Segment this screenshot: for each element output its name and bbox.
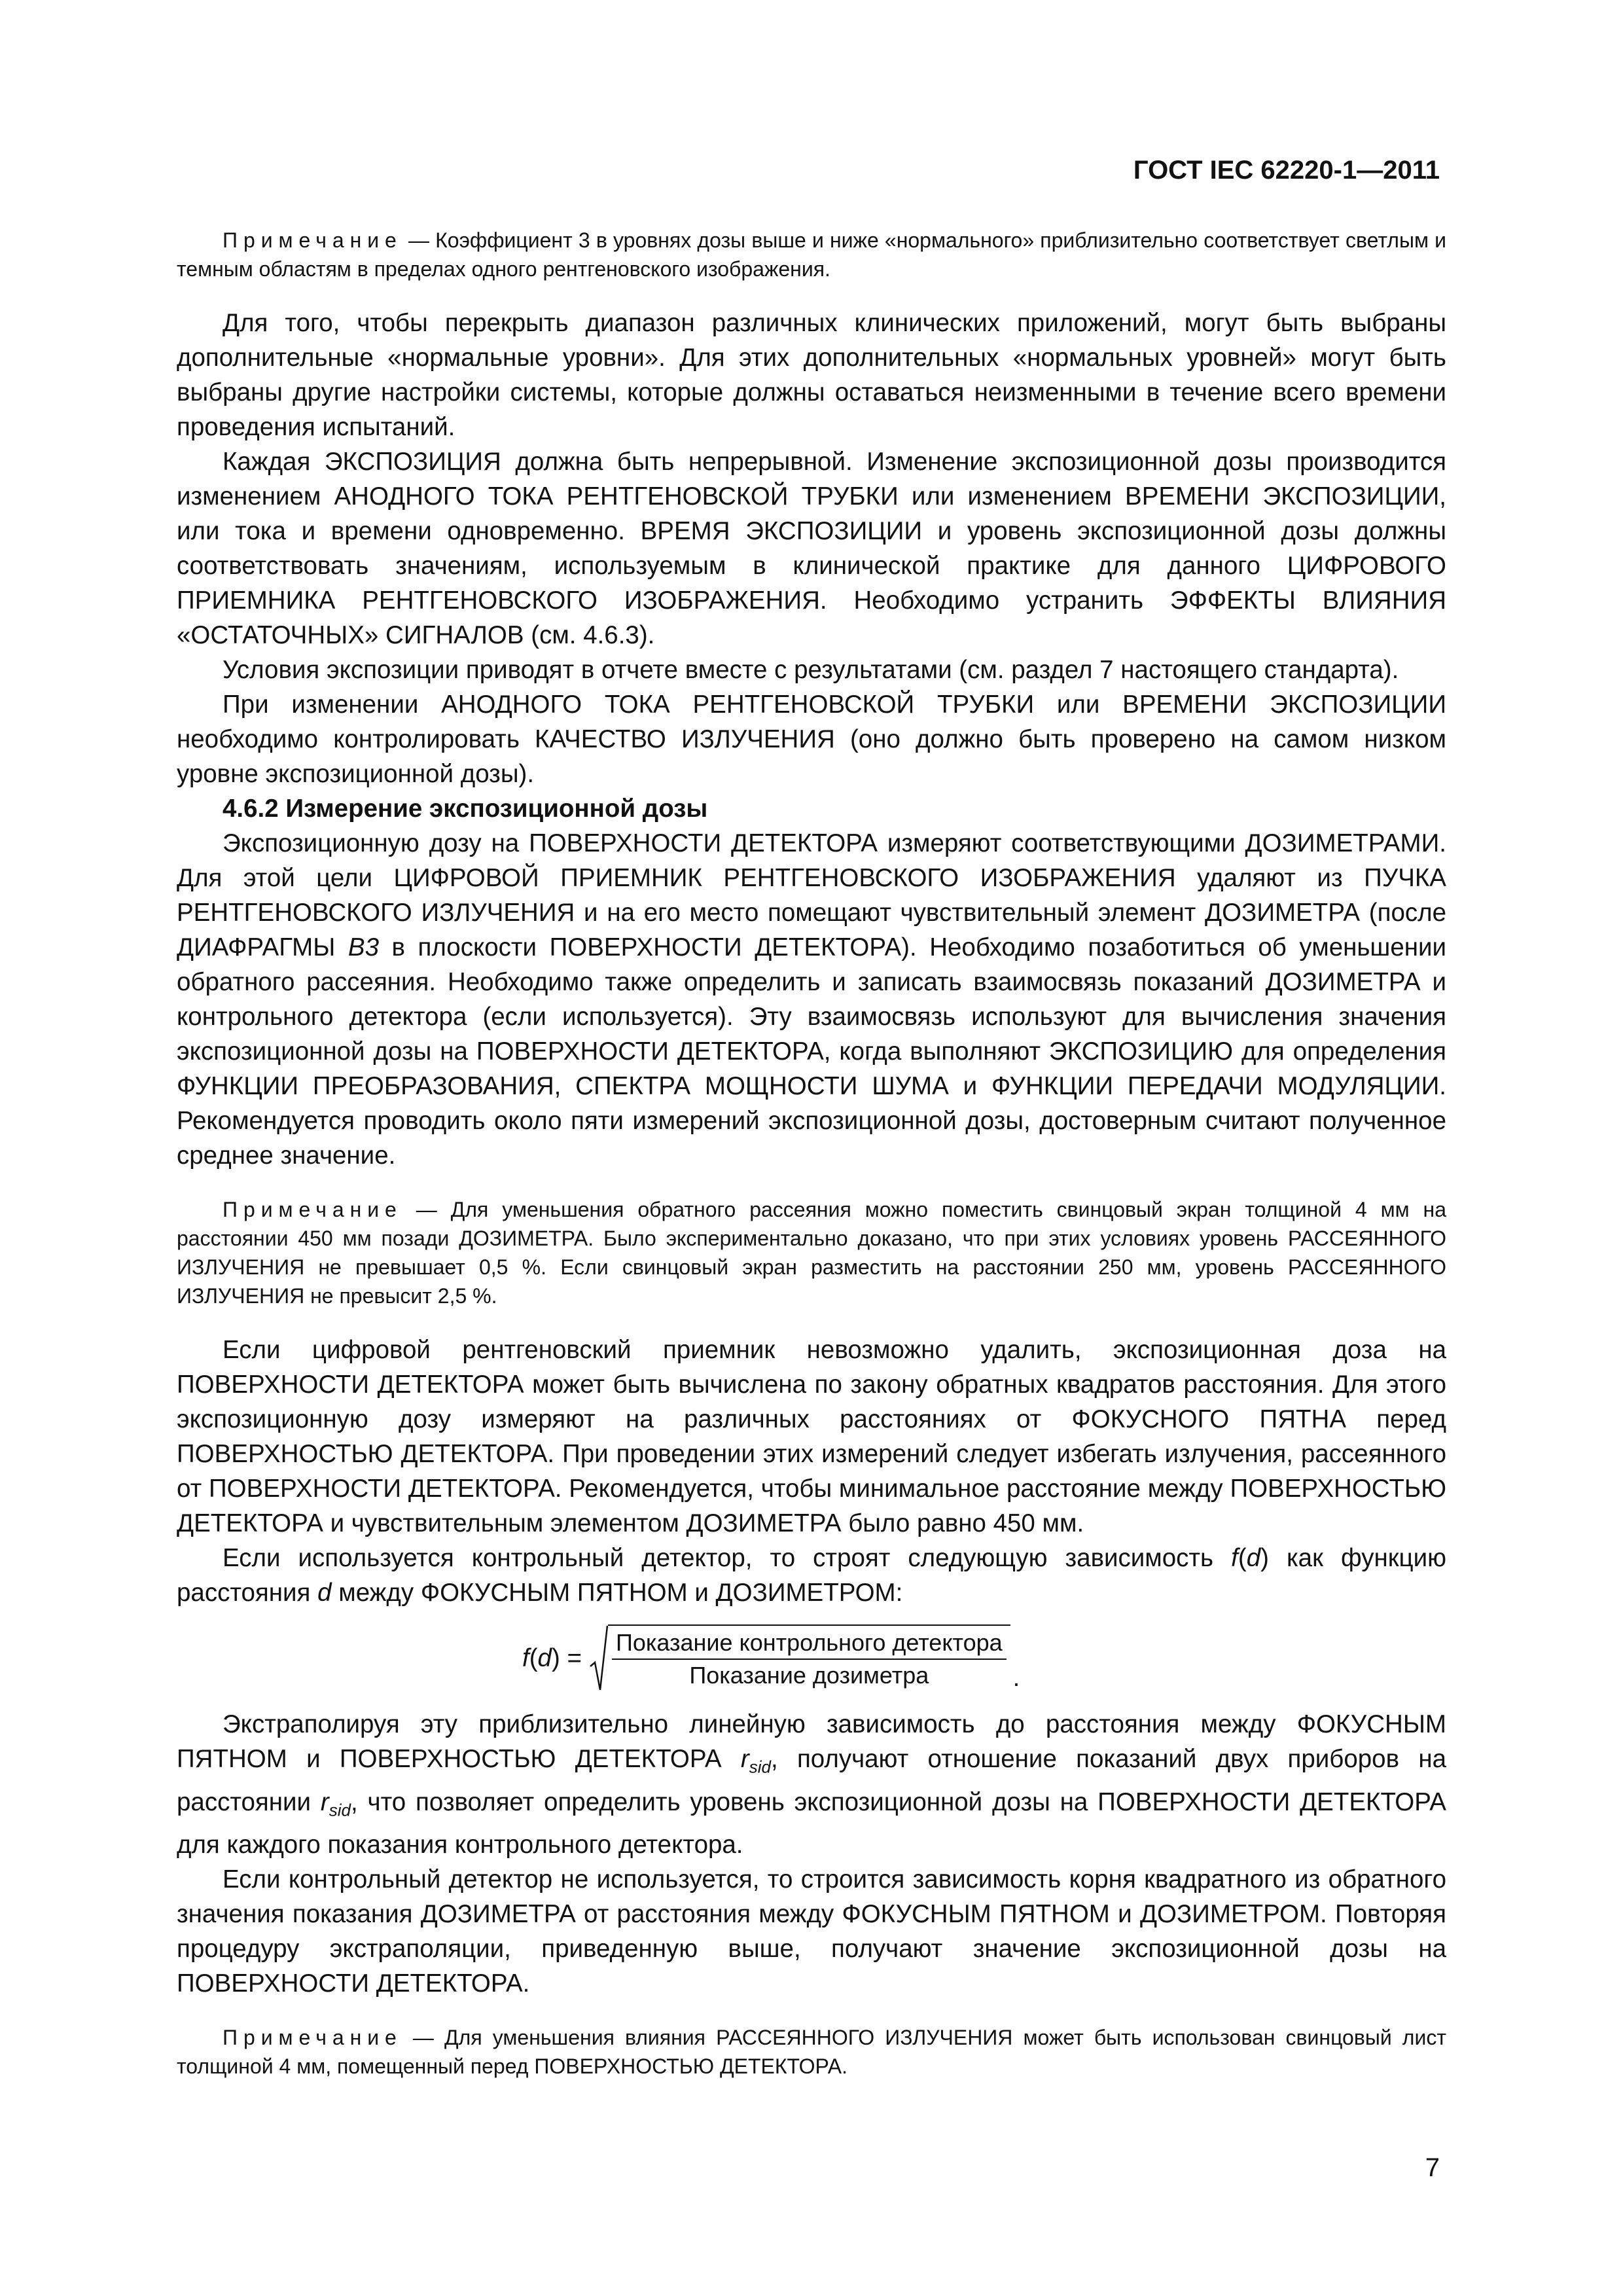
paragraph-3: Условия экспозиции приводят в отчете вместе с результатами (см. раздел 7 настоящего стандарта). [223, 656, 1399, 684]
paragraph-7-text-c: между ФОКУСНЫМ ПЯТНОМ и ДОЗИМЕТРОМ: [331, 1579, 903, 1607]
page-number: 7 [1425, 2153, 1440, 2182]
paragraph-8 [177, 1707, 1446, 1862]
paragraph-8-text-b: , получают отношение показаний двух приборов на расстоянии [177, 1745, 1446, 1816]
variable-r: r [740, 1745, 749, 1773]
paragraph-7-text-a: Если используется контрольный детектор, то строят следующую зависимость [223, 1544, 1232, 1572]
diaphragm-label: B3 [348, 933, 379, 961]
subscript-sid: sid [749, 1757, 771, 1777]
denominator: Показание дозиметра [689, 1662, 929, 1689]
section-title: Измерение экспозиционной дозы [285, 795, 708, 823]
root-sign-icon [590, 1624, 608, 1693]
subscript-sid: sid [329, 1800, 351, 1820]
formula-period: . [1012, 1664, 1020, 1692]
paragraph-9: Если контрольный детектор не используется, то строится зависимость корня квадратного из обратного значения показания ДОЗИМЕТРА от расстояния между ФОКУСНЫМ ПЯТНОМ и ДОЗИМЕТРОМ. Повторяя процедуру экстраполяции, приведенную выше, получают значение экспозиционной дозы на ПОВЕРХНОСТИ ДЕТЕКТОРА. [177, 1865, 1446, 1998]
paren-open: ( [1238, 1544, 1247, 1572]
page-content [177, 226, 1446, 2081]
document-header: ГОСТ IEC 62220-1—2011 [1133, 156, 1440, 185]
note-text: — Коэффициент 3 в уровнях дозы выше и ниже «нормального» приблизительно соответствует светлым и темным областям в пределах одного рентгеновского изображения. [177, 228, 1447, 281]
section-heading [177, 791, 1446, 826]
note-3 [177, 2023, 1446, 2081]
numerator: Показание контрольного детектора [612, 1627, 1007, 1660]
paragraph-2: Каждая ЭКСПОЗИЦИЯ должна быть непрерывной. Изменение экспозиционной дозы производится изменением АНОДНОГО ТОКА РЕНТГЕНОВСКОЙ ТРУБКИ или изменением ВРЕМЕНИ ЭКСПОЗИЦИИ, или тока и времени одновременно. ВРЕМЯ ЭКСПОЗИЦИИ и уровень экспозиционной дозы должны соответствовать значениям, используемым в клинической практике для данного ЦИФРОВОГО ПРИЕМНИКА РЕНТГЕНОВСКОГО ИЗОБРАЖЕНИЯ. Необходимо устранить ЭФФЕКТЫ ВЛИЯНИЯ «ОСТАТОЧНЫХ» СИГНАЛОВ (см. 4.6.3). [177, 448, 1446, 649]
fraction [608, 1624, 1010, 1693]
paragraph-6: Если цифровой рентгеновский приемник невозможно удалить, экспозиционная доза на ПОВЕРХНОСТИ ДЕТЕКТОРА может быть вычислена по закону обратных квадратов расстояния. Для этого экспозиционную дозу измеряют на различных расстояниях от ФОКУСНОГО ПЯТНА перед ПОВЕРХНОСТЬЮ ДЕТЕКТОРА. При проведении этих измерений следует избегать излучения, рассеянного от ПОВЕРХНОСТИ ДЕТЕКТОРА. Рекомендуется, чтобы минимальное расстояние между ПОВЕРХНОСТЬЮ ДЕТЕКТОРА и чувствительным элементом ДОЗИМЕТРА было равно 450 мм. [177, 1336, 1446, 1537]
formula [522, 1624, 1446, 1693]
variable-d: d [317, 1579, 332, 1607]
paragraph-8-text-a: Экстраполируя эту приблизительно линейную зависимость до расстояния между ФОКУСНЫМ ПЯТНОМ и ПОВЕРХНОСТЬЮ ДЕТЕКТОРА [177, 1710, 1446, 1773]
note-label: Примечание [223, 228, 402, 252]
note-text: — Для уменьшения влияния РАССЕЯННОГО ИЗЛУЧЕНИЯ может быть использован свинцовый лист толщиной 4 мм, помещенный перед ПОВЕРХНОСТЬЮ ДЕТЕКТОРА. [177, 2026, 1447, 2079]
paragraph-7-text-b: ) как функцию расстояния [177, 1544, 1446, 1607]
paragraph-8-text-c: , что позволяет определить уровень экспозиционной дозы на ПОВЕРХНОСТИ ДЕТЕКТОРА для каждого показания контрольного детектора. [177, 1787, 1446, 1859]
variable-d: d [1246, 1544, 1261, 1572]
variable-r: r [320, 1787, 329, 1816]
formula-lhs [522, 1644, 582, 1673]
note-label: Примечание [223, 1198, 402, 1221]
paragraph-5 [177, 826, 1446, 1173]
function-symbol: f [1231, 1544, 1238, 1572]
formula-open: ( [529, 1644, 538, 1672]
note-2 [177, 1195, 1446, 1310]
paragraph-1: Для того, чтобы перекрыть диапазон различных клинических приложений, могут быть выбраны дополнительные «нормальные уровни». Для этих дополнительных «нормальных уровней» могут быть выбраны другие настройки системы, которые должны оставаться неизменными в течение всего времени проведения испытаний. [177, 309, 1446, 441]
paragraph-5-text-a: Экспозиционную дозу на ПОВЕРХНОСТИ ДЕТЕКТОРА измеряют соответствующими ДОЗИМЕТРАМИ. Для этой цели ЦИФРОВОЙ ПРИЕМНИК РЕНТГЕНОВСКОГО ИЗОБРАЖЕНИЯ удаляют из ПУЧКА РЕНТГЕНОВСКОГО ИЗЛУЧЕНИЯ и на его место помещают чувствительный элемент ДОЗИМЕТРА (после ДИАФРАГМЫ [177, 829, 1446, 961]
section-number: 4.6.2 [223, 795, 279, 823]
formula-close: ) = [551, 1644, 582, 1672]
paragraph-7 [177, 1541, 1446, 1610]
note-text: — Для уменьшения обратного рассеяния можно поместить свинцовый экран толщиной 4 мм на расстоянии 450 мм позади ДОЗИМЕТРА. Было экспериментально доказано, что при этих условиях уровень РАССЕЯННОГО ИЗЛУЧЕНИЯ не превышает 0,5 %. Если свинцовый экран разместить на расстоянии 250 мм, уровень РАССЕЯННОГО ИЗЛУЧЕНИЯ не превысит 2,5 %. [177, 1198, 1447, 1308]
note-label: Примечание [223, 2026, 402, 2050]
note-1 [177, 226, 1446, 283]
square-root [590, 1624, 1010, 1693]
formula-d: d [537, 1644, 552, 1672]
paragraph-4: При изменении АНОДНОГО ТОКА РЕНТГЕНОВСКОЙ ТРУБКИ или ВРЕМЕНИ ЭКСПОЗИЦИИ необходимо контролировать КАЧЕСТВО ИЗЛУЧЕНИЯ (оно должно быть проверено на самом низком уровне экспозиционной дозы). [177, 691, 1446, 788]
paragraph-5-text-b: в плоскости ПОВЕРХНОСТИ ДЕТЕКТОРА). Необходимо позаботиться об уменьшении обратного рассеяния. Необходимо также определить и записать взаимосвязь показаний ДОЗИМЕТРА и контрольного детектора (если используется). Эту взаимосвязь используют для вычисления значения экспозиционной дозы на ПОВЕРХНОСТИ ДЕТЕКТОРА, когда выполняют ЭКСПОЗИЦИЮ для определения ФУНКЦИИ ПРЕОБРАЗОВАНИЯ, СПЕКТРА МОЩНОСТИ ШУМА и ФУНКЦИИ ПЕРЕДАЧИ МОДУЛЯЦИИ. Рекомендуется проводить около пяти измерений экспозиционной дозы, достоверным считают полученное среднее значение. [177, 933, 1447, 1170]
formula-f: f [522, 1644, 529, 1672]
